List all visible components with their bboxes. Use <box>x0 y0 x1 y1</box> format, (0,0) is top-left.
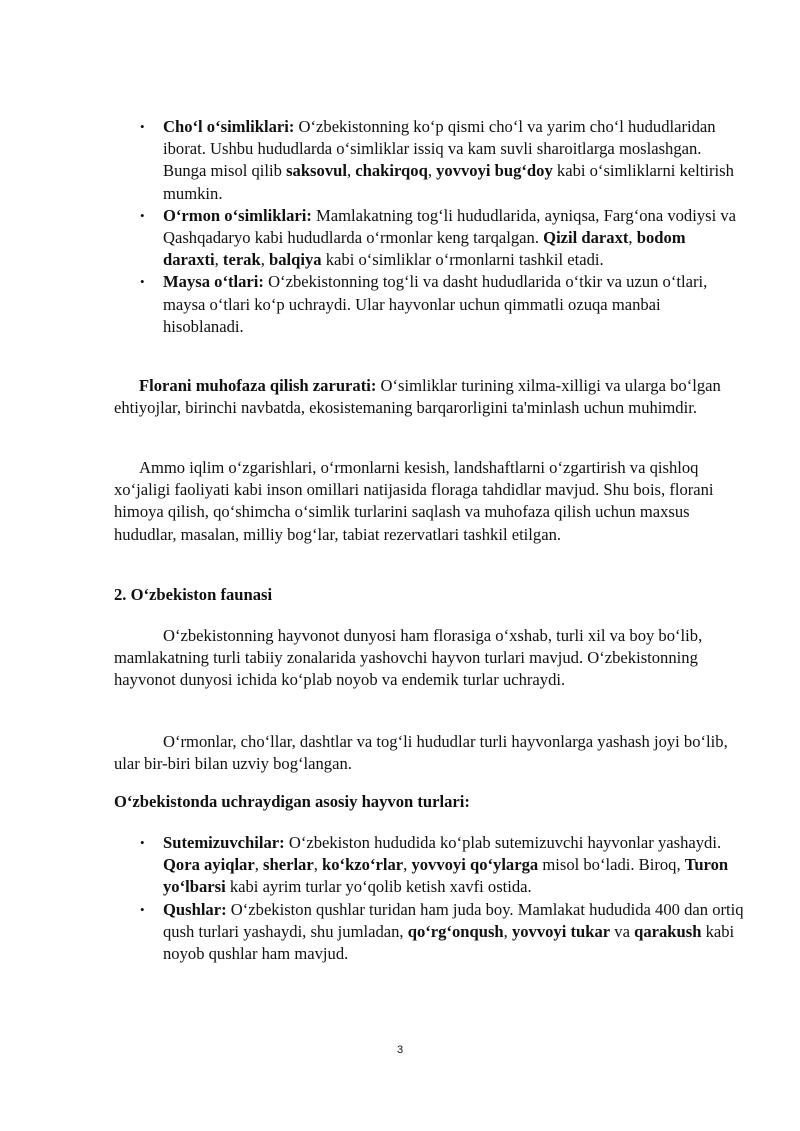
list-item-term: Qushlar: <box>163 899 227 919</box>
fauna-bullet-list <box>114 832 744 965</box>
list-item <box>114 899 744 966</box>
list-item-emphasis: Qizil daraxt <box>543 228 629 248</box>
list-item-emphasis: bodom daraxti <box>163 228 686 270</box>
list-item-text: , <box>628 228 637 248</box>
list-item-text: kabi noyob qushlar ham mavjud. <box>163 921 735 964</box>
list-item-emphasis: yovvoyi bug‘doy <box>436 161 553 181</box>
protection-lead: Florani muhofaza qilish zarurati: <box>139 376 377 395</box>
list-item <box>114 271 744 338</box>
bullet-icon: • <box>140 901 145 917</box>
fauna-bullet-list-container <box>114 832 744 965</box>
list-item-emphasis: sherlar <box>263 855 314 875</box>
list-item-emphasis: Turon yo‘lbarsi <box>163 855 729 897</box>
bullet-icon: • <box>140 835 145 850</box>
fauna-paragraph-2-container <box>114 731 744 775</box>
list-item-text: , <box>313 855 323 875</box>
list-item-term: Maysa o‘tlari: <box>163 272 264 292</box>
section-heading-container <box>114 584 744 606</box>
list-item-text: , <box>346 161 356 181</box>
list-item <box>114 832 744 899</box>
list-item-text: kabi ayrim turlar yo‘qolib ketish xavfi ostida. <box>225 877 532 897</box>
subheading-container <box>114 791 744 813</box>
section-heading: 2. O‘zbekiston faunasi <box>114 585 273 604</box>
list-item-emphasis: terak <box>222 250 261 270</box>
threats-paragraph-container <box>114 457 744 546</box>
flora-bullet-list-container <box>114 116 744 338</box>
list-item-text: , <box>503 921 512 941</box>
list-item-text: kabi o‘simliklarni keltirish mumkin. <box>163 161 734 203</box>
list-item-text: , <box>260 250 270 270</box>
protection-paragraph <box>114 375 744 419</box>
list-item-emphasis: balqiya <box>269 250 322 270</box>
list-item <box>114 116 744 205</box>
list-item-text: , <box>254 855 264 875</box>
list-item-emphasis: qo‘rg‘onqush <box>407 921 504 941</box>
protection-text: O‘simliklar turining xilma-xilligi va ularga bo‘lgan ehtiyojlar, birinchi navbatda, ekosistemaning barqarorligini ta'minlash uchun muhimdir. <box>114 376 721 418</box>
list-item-emphasis: chakirqoq <box>355 161 428 181</box>
list-item-text: O‘zbekistonning ko‘p qismi cho‘l va yarim cho‘l hududlaridan iborat. Ushbu hududlarda o‘simliklar issiq va kam suvli sharoitlarga moslashgan. Bunga misol qilib <box>163 117 716 181</box>
list-item-text: , <box>427 161 437 181</box>
list-item-text: , <box>403 855 412 875</box>
list-item-emphasis: yovvoyi tukar <box>511 921 611 941</box>
flora-bullet-list <box>114 116 744 338</box>
fauna-subheading: O‘zbekistonda uchraydigan asosiy hayvon turlari: <box>114 792 470 811</box>
list-item-text: , <box>214 250 223 270</box>
fauna-paragraph-1: O‘zbekistonning hayvonot dunyosi ham florasiga o‘xshab, turli xil va boy bo‘lib, mamlakatning turli tabiiy zonalarida yashovchi hayvon turlari mavjud. O‘zbekistonning hayvonot dunyosi ichida ko‘plab noyob va endemik turlar uchraydi. <box>114 626 703 690</box>
fauna-paragraph-2: O‘rmonlar, cho‘llar, dashtlar va tog‘li hududlar turli hayvonlarga yashash joyi bo‘lib, ular bir-biri bilan uzviy bog‘langan. <box>114 732 728 774</box>
list-item-term: O‘rmon o‘simliklari: <box>163 205 312 225</box>
list-item-emphasis: ko‘kzo‘rlar <box>322 855 404 875</box>
list-item-term: Sutemizuvchilar: <box>163 833 285 852</box>
page-number: 3 <box>396 1044 404 1056</box>
bullet-icon: • <box>140 274 145 290</box>
bullet-icon: • <box>140 207 145 223</box>
fauna-paragraph-1-container <box>114 625 744 692</box>
list-item <box>114 205 744 272</box>
bullet-icon: • <box>140 119 145 134</box>
threats-paragraph: Ammo iqlim o‘zgarishlari, o‘rmonlarni kesish, landshaftlarni o‘zgartirish va qishloq xo‘jaligi faoliyati kabi inson omillari natijasida floraga tahdidlar mavjud. Shu bois, florani himoya qilish, qo‘shimcha o‘simlik turlarini saqlash va muhofaza qilish uchun maxsus hududlar, masalan, milliy bog‘lar, tabiat rezervatlari tashkil etilgan. <box>114 458 714 544</box>
list-item-text: kabi o‘simliklar o‘rmonlarni tashkil etadi. <box>321 250 604 270</box>
list-item-emphasis: Qora ayiqlar <box>163 855 255 875</box>
list-item-text: misol bo‘ladi. Biroq, <box>538 855 685 875</box>
list-item-text: O‘zbekiston qushlar turidan ham juda boy. Mamlakat hududida 400 dan ortiq qush turlari yashaydi, shu jumladan, <box>163 899 744 941</box>
list-item-emphasis: saksovul <box>286 161 347 181</box>
list-item-text: Mamlakatning tog‘li hududlarida, ayniqsa, Farg‘ona vodiysi va Qashqadaryo kabi hududlarda o‘rmonlar keng tarqalgan. <box>163 205 737 248</box>
list-item-emphasis: qarakush <box>634 921 702 941</box>
list-item-term: Cho‘l o‘simliklari: <box>163 117 295 136</box>
list-item-text: va <box>610 921 635 941</box>
list-item-text: O‘zbekiston hududida ko‘plab sutemizuvchi hayvonlar yashaydi. <box>284 833 722 852</box>
list-item-emphasis: yovvoyi qo‘ylarga <box>411 855 539 875</box>
list-item-text: O‘zbekistonning tog‘li va dasht hududlarida o‘tkir va uzun o‘tlari, maysa o‘tlari ko‘p uchraydi. Ular hayvonlar uchun qimmatli ozuqa manbai hisoblanadi. <box>163 272 708 336</box>
